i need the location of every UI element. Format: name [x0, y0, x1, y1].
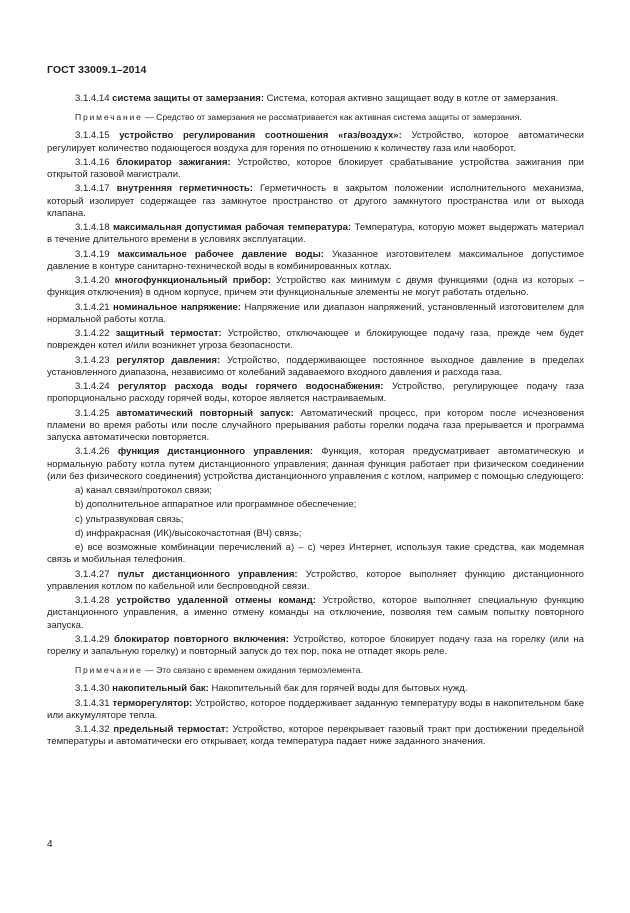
- clause-number: 3.1.4.22: [75, 328, 110, 339]
- defined-term: защитный термостат:: [115, 328, 222, 339]
- note-label: Примечание: [75, 112, 143, 123]
- list-item: e) все возможные комбинации перечислений а) – с) через Интернет, используя такие средства, как модемная связь и мобильная телефония.: [47, 542, 584, 566]
- definition-paragraph: [47, 698, 584, 723]
- clause-number: 3.1.4.29: [75, 633, 110, 645]
- definition-paragraph: [47, 93, 584, 105]
- definition-text: Устройство, которое автоматически регулирует количество подающегося воздуха для горения по отношению к количеству газа или наоборот.: [47, 130, 584, 154]
- definition-paragraph: [47, 328, 584, 353]
- definition-text: Система, которая активно защищает воду в котле от замерзания.: [266, 93, 559, 104]
- note-2: [47, 665, 584, 676]
- note-text: — Средство от замерзания не рассматривается как активная система защиты от замерзания.: [145, 112, 522, 123]
- clause-number: 3.1.4.31: [75, 697, 110, 709]
- definition-text: Устройство, поддерживающее постоянное выходное давление в пределах установленного диапазона, независимо от колебаний задаваемого входного давления и расхода газа.: [47, 354, 584, 378]
- enumeration-list: [47, 485, 584, 567]
- definition-text: Устройство, которое блокирует срабатывание устройства зажигания при открытой газовой магистрали.: [47, 156, 585, 180]
- note-label: Примечание: [75, 665, 143, 676]
- clause-number: 3.1.4.25: [75, 407, 110, 419]
- defined-term: регулятор давления:: [116, 354, 221, 366]
- definition-paragraph: [47, 275, 584, 300]
- definition-paragraph: [47, 446, 584, 483]
- definition-paragraph: [47, 130, 584, 155]
- definition-text: Устройство, которое выполняет функцию дистанционного управления котлом по кабельной или беспроводной связи.: [47, 568, 584, 592]
- list-item: а) канал связи/протокол связи;: [75, 485, 212, 496]
- definition-text: Устройство, которое блокирует подачу газа на горелку (или на горелку и запальную горелку) и повторный запуск до тех пор, пока не отпадет якорь реле.: [47, 633, 584, 657]
- defined-term: устройство удаленной отмены команд:: [116, 595, 316, 606]
- definition-paragraph: [47, 634, 584, 659]
- defined-term: система защиты от замерзания:: [112, 93, 264, 104]
- defined-term: функция дистанционного управления:: [117, 446, 314, 458]
- definitions-group-b: [47, 130, 584, 483]
- note-1: [47, 112, 584, 123]
- definition-paragraph: [47, 683, 584, 695]
- definition-paragraph: [47, 183, 584, 220]
- list-item: b) дополнительное аппаратное или программное обеспечение;: [75, 499, 357, 511]
- definitions-group-c: [47, 569, 584, 659]
- list-item: c) ультразвуковая связь;: [75, 513, 184, 525]
- defined-term: номинальное напряжение:: [113, 301, 242, 313]
- definition-text: Герметичность в закрытом положении исполнительного механизма, который изолирует содержащее газ замкнутое пространство от другого замкнутого пространства или от выхода клапана.: [47, 183, 584, 219]
- defined-term: внутренняя герметичность:: [116, 183, 253, 195]
- definition-text: Указанное изготовителем максимальное допустимое давление в контуре санитарно-технической воды в комбинированных котлах.: [47, 248, 585, 272]
- definition-paragraph: [47, 724, 584, 749]
- list-item: d) инфракрасная (ИК)/высокочастотная (ВЧ) связь;: [75, 527, 302, 539]
- definition-text: Устройство, которое выполняет специальную функцию дистанционного управления, а именно отмену команды на отключение, позволяя тем самым попытку повторного запуска.: [47, 595, 585, 631]
- definition-text: Температура, которую может выдержать материал в течение длительного времени в условиях эксплуатации.: [47, 222, 584, 246]
- defined-term: блокиратор повторного включения:: [113, 633, 289, 645]
- definition-text: Автоматический процесс, при котором после исчезновения пламени во время работы или после случайного прерывания работы горелки подача газа прерывается и программа запуска автоматически повторяется.: [47, 407, 584, 443]
- defined-term: предельный термостат:: [113, 724, 229, 735]
- definition-text: Напряжение или диапазон напряжений, установленный изготовителем для нормальной работы котла.: [47, 301, 585, 325]
- definition-text: Функция, которая предусматривает автоматическую и нормальную работу котла путем дистанционного управления; данная функция работает при физическом соединении (или без физического соединения) устройства дистанционного управления с котлом, например с помощью следующего:: [47, 446, 585, 482]
- definition-paragraph: [47, 302, 584, 327]
- definition-paragraph: [47, 569, 584, 594]
- clause-number: 3.1.4.18: [75, 222, 110, 233]
- definition-paragraph: [47, 222, 584, 247]
- definitions-group-d: [47, 683, 584, 748]
- definition-paragraph: [47, 408, 584, 445]
- defined-term: максимальная допустимая рабочая температура:: [112, 222, 352, 233]
- definition-paragraph: [47, 249, 584, 274]
- defined-term: блокиратор зажигания:: [116, 156, 231, 168]
- document-header: ГОСТ 33009.1–2014: [47, 64, 147, 76]
- definition-text: Устройство как минимум с двумя функциями (одна из которых – функция отключения) в одном корпусе, причем эти функциональные элементы не могут работать отдельно.: [47, 275, 585, 299]
- clause-number: 3.1.4.28: [75, 595, 110, 606]
- document-body: [47, 93, 584, 751]
- defined-term: терморегулятор:: [112, 697, 193, 709]
- note-text: — Это связано с временем ожидания термоэлемента.: [145, 665, 363, 676]
- clause-number: 3.1.4.17: [75, 183, 110, 195]
- definition-text: Устройство, которое перекрывает газовый тракт при достижении предельной температуры и автоматически его открывает, когда температура падает ниже заданного значения.: [47, 724, 585, 748]
- definition-paragraph: [47, 157, 584, 182]
- defined-term: многофункциональный прибор:: [114, 275, 271, 286]
- clause-number: 3.1.4.32: [75, 724, 110, 735]
- clause-number: 3.1.4.23: [75, 354, 110, 366]
- defined-term: регулятор расхода воды горячего водоснабжения:: [118, 381, 384, 392]
- clause-number: 3.1.4.19: [75, 248, 110, 260]
- clause-number: 3.1.4.14: [75, 93, 110, 104]
- defined-term: накопительный бак:: [112, 683, 209, 695]
- clause-number: 3.1.4.20: [75, 275, 110, 286]
- definition-paragraph: [47, 595, 584, 632]
- defined-term: устройство регулирования соотношения «газ/воздух»:: [119, 130, 402, 142]
- definitions-group-a: [47, 93, 584, 105]
- definition-paragraph: [47, 355, 584, 380]
- defined-term: автоматический повторный запуск:: [116, 407, 294, 419]
- page-number: 4: [47, 839, 53, 850]
- definition-text: Устройство, регулирующее подачу газа пропорционально расходу горячей воды, которое является настраиваемым.: [47, 381, 584, 405]
- clause-number: 3.1.4.21: [75, 301, 110, 313]
- clause-number: 3.1.4.16: [75, 156, 110, 168]
- clause-number: 3.1.4.26: [75, 446, 110, 458]
- clause-number: 3.1.4.15: [75, 130, 110, 142]
- definition-text: Накопительный бак для горячей воды для бытовых нужд.: [211, 683, 468, 695]
- clause-number: 3.1.4.24: [75, 381, 110, 392]
- definition-text: Устройство, которое поддерживает заданную температуру воды в накопительном баке или аккумуляторе тепла.: [47, 697, 585, 721]
- defined-term: максимальное рабочее давление воды:: [117, 248, 324, 260]
- clause-number: 3.1.4.30: [75, 683, 110, 695]
- defined-term: пульт дистанционного управления:: [117, 568, 298, 580]
- definition-paragraph: [47, 381, 584, 406]
- definition-text: Устройство, отключающее и блокирующее подачу газа, прежде чем будет поврежден котел и/или возникнет угроза безопасности.: [47, 328, 584, 352]
- clause-number: 3.1.4.27: [75, 568, 110, 580]
